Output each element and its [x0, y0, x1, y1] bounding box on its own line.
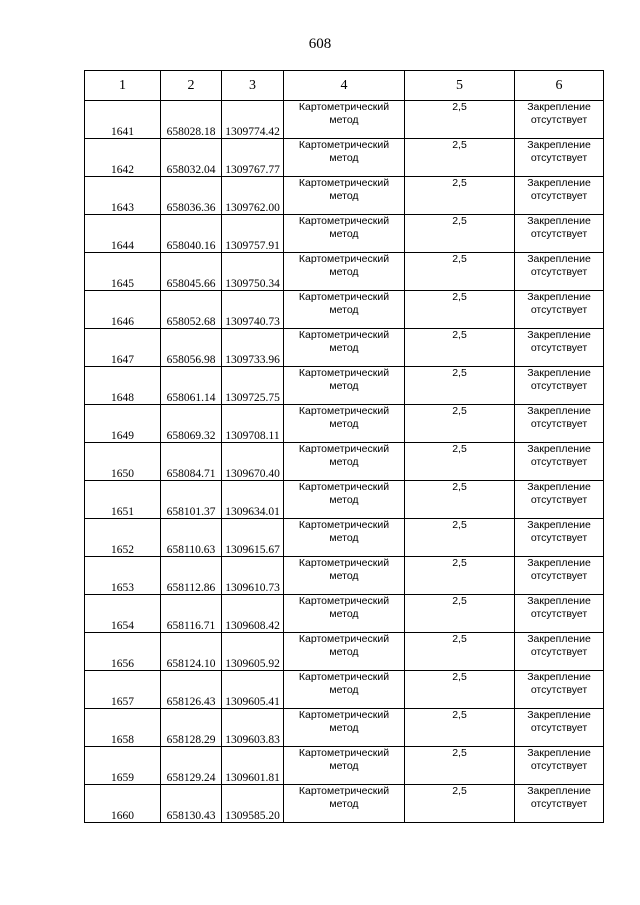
method-line: Картометрический: [298, 405, 390, 417]
fixation-line: Закрепление: [527, 633, 591, 645]
point-number-cell: 1653: [85, 557, 161, 595]
point-number-cell: 1650: [85, 443, 161, 481]
method-cell: [284, 101, 405, 139]
method-line: метод: [329, 342, 359, 354]
fixation-cell: [515, 557, 604, 595]
table-row: [85, 329, 604, 367]
method-line: Картометрический: [298, 481, 390, 493]
x-coordinate-cell: 658112.86: [161, 557, 222, 595]
fixation-line: отсутствует: [530, 798, 588, 810]
x-coordinate-cell: 658124.10: [161, 633, 222, 671]
column-header-2: 2: [161, 71, 222, 101]
column-header-4: 4: [284, 71, 405, 101]
accuracy-cell: 2,5: [405, 785, 515, 823]
method-line: Картометрический: [298, 443, 390, 455]
y-coordinate-cell: 1309601.81: [222, 747, 284, 785]
method-line: метод: [329, 722, 359, 734]
fixation-line: Закрепление: [527, 747, 591, 759]
fixation-cell: [515, 405, 604, 443]
point-number-cell: 1656: [85, 633, 161, 671]
x-coordinate-cell: 658045.66: [161, 253, 222, 291]
method-line: Картометрический: [298, 633, 390, 645]
table-row: [85, 557, 604, 595]
point-number-cell: 1651: [85, 481, 161, 519]
method-line: метод: [329, 304, 359, 316]
x-coordinate-cell: 658056.98: [161, 329, 222, 367]
method-cell: [284, 367, 405, 405]
fixation-line: Закрепление: [527, 405, 591, 417]
method-line: метод: [329, 532, 359, 544]
table-row: [85, 671, 604, 709]
table-row: [85, 101, 604, 139]
x-coordinate-cell: 658126.43: [161, 671, 222, 709]
fixation-line: отсутствует: [530, 608, 588, 620]
column-header-1: 1: [85, 71, 161, 101]
method-line: метод: [329, 646, 359, 658]
accuracy-cell: 2,5: [405, 747, 515, 785]
table-row: [85, 747, 604, 785]
fixation-line: отсутствует: [530, 380, 588, 392]
fixation-line: Закрепление: [527, 443, 591, 455]
fixation-cell: [515, 785, 604, 823]
x-coordinate-cell: 658130.43: [161, 785, 222, 823]
x-coordinate-cell: 658069.32: [161, 405, 222, 443]
y-coordinate-cell: 1309757.91: [222, 215, 284, 253]
table-row: [85, 595, 604, 633]
fixation-cell: [515, 481, 604, 519]
accuracy-cell: 2,5: [405, 215, 515, 253]
table-row: [85, 177, 604, 215]
y-coordinate-cell: 1309670.40: [222, 443, 284, 481]
y-coordinate-cell: 1309725.75: [222, 367, 284, 405]
method-line: метод: [329, 152, 359, 164]
accuracy-cell: 2,5: [405, 595, 515, 633]
fixation-line: отсутствует: [530, 190, 588, 202]
table-row: [85, 443, 604, 481]
x-coordinate-cell: 658084.71: [161, 443, 222, 481]
column-header-5: 5: [405, 71, 515, 101]
fixation-line: Закрепление: [527, 671, 591, 683]
fixation-cell: [515, 519, 604, 557]
method-cell: [284, 215, 405, 253]
table-row: [85, 215, 604, 253]
table-row: [85, 481, 604, 519]
x-coordinate-cell: 658052.68: [161, 291, 222, 329]
method-line: Картометрический: [298, 709, 390, 721]
table-row: [85, 405, 604, 443]
method-line: метод: [329, 114, 359, 126]
fixation-line: отсутствует: [530, 532, 588, 544]
method-line: Картометрический: [298, 595, 390, 607]
y-coordinate-cell: 1309585.20: [222, 785, 284, 823]
y-coordinate-cell: 1309733.96: [222, 329, 284, 367]
method-line: метод: [329, 684, 359, 696]
fixation-cell: [515, 747, 604, 785]
y-coordinate-cell: 1309615.67: [222, 519, 284, 557]
column-header-3: 3: [222, 71, 284, 101]
method-line: Картометрический: [298, 101, 390, 113]
x-coordinate-cell: 658110.63: [161, 519, 222, 557]
fixation-line: отсутствует: [530, 228, 588, 240]
method-cell: [284, 557, 405, 595]
point-number-cell: 1657: [85, 671, 161, 709]
method-line: метод: [329, 494, 359, 506]
table-body: [85, 101, 604, 823]
fixation-cell: [515, 367, 604, 405]
x-coordinate-cell: 658116.71: [161, 595, 222, 633]
accuracy-cell: 2,5: [405, 557, 515, 595]
page-number: 608: [308, 36, 332, 52]
fixation-line: Закрепление: [527, 595, 591, 607]
method-line: метод: [329, 418, 359, 430]
table-row: [85, 633, 604, 671]
method-cell: [284, 481, 405, 519]
fixation-cell: [515, 139, 604, 177]
fixation-cell: [515, 215, 604, 253]
fixation-cell: [515, 595, 604, 633]
method-cell: [284, 519, 405, 557]
fixation-line: отсутствует: [530, 456, 588, 468]
method-line: метод: [329, 380, 359, 392]
method-line: Картометрический: [298, 367, 390, 379]
method-line: Картометрический: [298, 253, 390, 265]
x-coordinate-cell: 658032.04: [161, 139, 222, 177]
table-row: [85, 519, 604, 557]
method-line: Картометрический: [298, 139, 390, 151]
fixation-line: отсутствует: [530, 684, 588, 696]
method-cell: [284, 291, 405, 329]
method-line: метод: [329, 608, 359, 620]
point-number-cell: 1652: [85, 519, 161, 557]
fixation-line: Закрепление: [527, 139, 591, 151]
fixation-line: Закрепление: [527, 329, 591, 341]
y-coordinate-cell: 1309740.73: [222, 291, 284, 329]
method-line: метод: [329, 266, 359, 278]
x-coordinate-cell: 658101.37: [161, 481, 222, 519]
fixation-line: Закрепление: [527, 557, 591, 569]
method-line: метод: [329, 456, 359, 468]
fixation-cell: [515, 101, 604, 139]
point-number-cell: 1642: [85, 139, 161, 177]
table-row: [85, 139, 604, 177]
fixation-line: Закрепление: [527, 367, 591, 379]
point-number-cell: 1659: [85, 747, 161, 785]
method-line: метод: [329, 228, 359, 240]
y-coordinate-cell: 1309634.01: [222, 481, 284, 519]
method-line: метод: [329, 798, 359, 810]
fixation-line: отсутствует: [530, 114, 588, 126]
method-cell: [284, 139, 405, 177]
point-number-cell: 1648: [85, 367, 161, 405]
fixation-line: отсутствует: [530, 304, 588, 316]
accuracy-cell: 2,5: [405, 519, 515, 557]
accuracy-cell: 2,5: [405, 139, 515, 177]
method-cell: [284, 595, 405, 633]
method-line: Картометрический: [298, 519, 390, 531]
y-coordinate-cell: 1309767.77: [222, 139, 284, 177]
fixation-cell: [515, 633, 604, 671]
method-cell: [284, 405, 405, 443]
method-cell: [284, 747, 405, 785]
method-line: метод: [329, 190, 359, 202]
y-coordinate-cell: 1309603.83: [222, 709, 284, 747]
accuracy-cell: 2,5: [405, 177, 515, 215]
x-coordinate-cell: 658040.16: [161, 215, 222, 253]
accuracy-cell: 2,5: [405, 253, 515, 291]
y-coordinate-cell: 1309605.41: [222, 671, 284, 709]
fixation-line: Закрепление: [527, 481, 591, 493]
fixation-line: Закрепление: [527, 215, 591, 227]
method-cell: [284, 709, 405, 747]
point-number-cell: 1643: [85, 177, 161, 215]
method-cell: [284, 671, 405, 709]
fixation-cell: [515, 329, 604, 367]
table-row: [85, 367, 604, 405]
accuracy-cell: 2,5: [405, 101, 515, 139]
x-coordinate-cell: 658036.36: [161, 177, 222, 215]
fixation-cell: [515, 709, 604, 747]
point-number-cell: 1641: [85, 101, 161, 139]
fixation-line: отсутствует: [530, 722, 588, 734]
table-row: [85, 709, 604, 747]
method-line: Картометрический: [298, 747, 390, 759]
fixation-line: Закрепление: [527, 519, 591, 531]
fixation-line: отсутствует: [530, 266, 588, 278]
point-number-cell: 1660: [85, 785, 161, 823]
coordinates-table: [84, 70, 604, 823]
fixation-line: отсутствует: [530, 646, 588, 658]
accuracy-cell: 2,5: [405, 443, 515, 481]
x-coordinate-cell: 658028.18: [161, 101, 222, 139]
point-number-cell: 1645: [85, 253, 161, 291]
y-coordinate-cell: 1309774.42: [222, 101, 284, 139]
x-coordinate-cell: 658128.29: [161, 709, 222, 747]
method-cell: [284, 253, 405, 291]
accuracy-cell: 2,5: [405, 671, 515, 709]
point-number-cell: 1654: [85, 595, 161, 633]
method-cell: [284, 443, 405, 481]
point-number-cell: 1646: [85, 291, 161, 329]
fixation-line: Закрепление: [527, 101, 591, 113]
method-cell: [284, 785, 405, 823]
method-line: метод: [329, 760, 359, 772]
fixation-line: отсутствует: [530, 152, 588, 164]
accuracy-cell: 2,5: [405, 405, 515, 443]
accuracy-cell: 2,5: [405, 709, 515, 747]
column-header-6: 6: [515, 71, 604, 101]
method-line: Картометрический: [298, 291, 390, 303]
fixation-line: отсутствует: [530, 570, 588, 582]
method-line: Картометрический: [298, 671, 390, 683]
header-row: [85, 71, 604, 101]
fixation-line: Закрепление: [527, 253, 591, 265]
fixation-line: Закрепление: [527, 709, 591, 721]
fixation-line: отсутствует: [530, 494, 588, 506]
y-coordinate-cell: 1309762.00: [222, 177, 284, 215]
fixation-line: отсутствует: [530, 418, 588, 430]
accuracy-cell: 2,5: [405, 633, 515, 671]
point-number-cell: 1658: [85, 709, 161, 747]
accuracy-cell: 2,5: [405, 291, 515, 329]
method-line: Картометрический: [298, 557, 390, 569]
fixation-line: отсутствует: [530, 760, 588, 772]
fixation-cell: [515, 177, 604, 215]
y-coordinate-cell: 1309750.34: [222, 253, 284, 291]
fixation-line: отсутствует: [530, 342, 588, 354]
table-row: [85, 253, 604, 291]
method-line: Картометрический: [298, 329, 390, 341]
x-coordinate-cell: 658061.14: [161, 367, 222, 405]
y-coordinate-cell: 1309605.92: [222, 633, 284, 671]
method-line: метод: [329, 570, 359, 582]
table-row: [85, 291, 604, 329]
x-coordinate-cell: 658129.24: [161, 747, 222, 785]
method-line: Картометрический: [298, 215, 390, 227]
y-coordinate-cell: 1309610.73: [222, 557, 284, 595]
method-line: Картометрический: [298, 177, 390, 189]
point-number-cell: 1649: [85, 405, 161, 443]
method-cell: [284, 633, 405, 671]
method-cell: [284, 177, 405, 215]
y-coordinate-cell: 1309608.42: [222, 595, 284, 633]
point-number-cell: 1647: [85, 329, 161, 367]
fixation-line: Закрепление: [527, 177, 591, 189]
point-number-cell: 1644: [85, 215, 161, 253]
fixation-cell: [515, 671, 604, 709]
method-line: Картометрический: [298, 785, 390, 797]
accuracy-cell: 2,5: [405, 367, 515, 405]
fixation-line: Закрепление: [527, 291, 591, 303]
fixation-cell: [515, 253, 604, 291]
accuracy-cell: 2,5: [405, 329, 515, 367]
method-cell: [284, 329, 405, 367]
accuracy-cell: 2,5: [405, 481, 515, 519]
fixation-cell: [515, 291, 604, 329]
table-row: [85, 785, 604, 823]
y-coordinate-cell: 1309708.11: [222, 405, 284, 443]
fixation-cell: [515, 443, 604, 481]
fixation-line: Закрепление: [527, 785, 591, 797]
